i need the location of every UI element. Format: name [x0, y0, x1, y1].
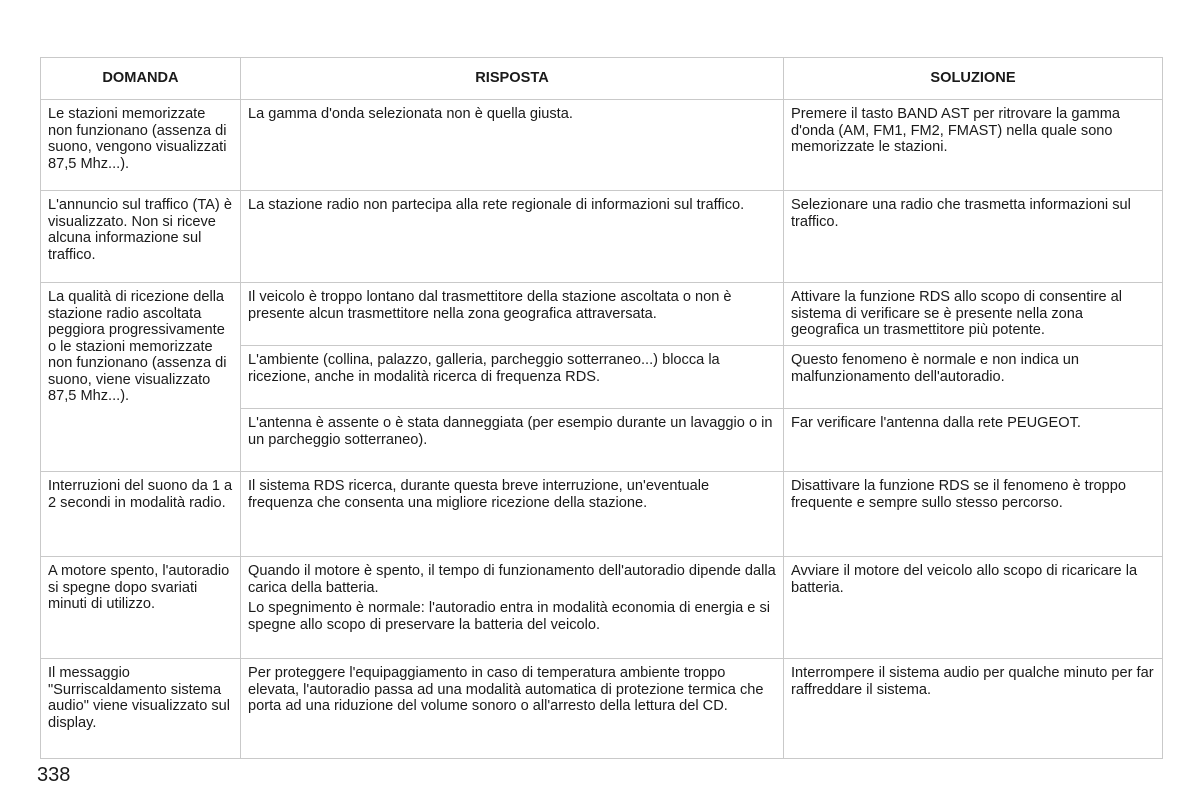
- risposta-cell: La gamma d'onda selezionata non è quella giusta.: [241, 100, 784, 191]
- domanda-cell: La qualità di ricezione della stazione radio ascoltata peggiora progressivamente o le stazioni memorizzate non funzionano (assenza di suono, viene visualizzato 87,5 Mhz...).: [41, 283, 241, 472]
- table-row: [41, 100, 1163, 191]
- risposta-cell: Per proteggere l'equipaggiamento in caso di temperatura ambiente troppo elevata, l'autoradio passa ad una modalità automatica di protezione termica che porta ad una riduzione del volume sonoro o all'arresto della lettura del CD.: [241, 659, 784, 759]
- soluzione-cell: Attivare la funzione RDS allo scopo di consentire al sistema di verificare se è presente nella zona geografica un trasmettitore più potente.: [784, 283, 1163, 346]
- header-domanda: DOMANDA: [41, 58, 241, 100]
- risposta-cell: L'antenna è assente o è stata danneggiata (per esempio durante un lavaggio o in un parcheggio sotterraneo).: [241, 409, 784, 472]
- risposta-cell: Il sistema RDS ricerca, durante questa breve interruzione, un'eventuale frequenza che consenta una migliore ricezione della stazione.: [241, 472, 784, 557]
- table-row: [41, 283, 1163, 346]
- soluzione-cell: Selezionare una radio che trasmetta informazioni sul traffico.: [784, 191, 1163, 283]
- domanda-cell: Le stazioni memorizzate non funzionano (assenza di suono, vengono visualizzati 87,5 Mhz...).: [41, 100, 241, 191]
- troubleshooting-table: [40, 57, 1163, 759]
- table-row: [41, 557, 1163, 659]
- soluzione-cell: Avviare il motore del veicolo allo scopo di ricaricare la batteria.: [784, 557, 1163, 659]
- risposta-paragraph: Lo spegnimento è normale: l'autoradio entra in modalità economia di energia e si spegne allo scopo di preservare la batteria del veicolo.: [248, 600, 770, 633]
- table-row: [41, 191, 1163, 283]
- table-header: [41, 58, 1163, 100]
- domanda-cell: A motore spento, l'autoradio si spegne dopo svariati minuti di utilizzo.: [41, 557, 241, 659]
- table-row: [41, 659, 1163, 759]
- header-risposta: RISPOSTA: [241, 58, 784, 100]
- soluzione-cell: Far verificare l'antenna dalla rete PEUGEOT.: [784, 409, 1163, 472]
- page-number: 338: [37, 764, 71, 786]
- domanda-cell: L'annuncio sul traffico (TA) è visualizzato. Non si riceve alcuna informazione sul traffico.: [41, 191, 241, 283]
- risposta-paragraph: Quando il motore è spento, il tempo di funzionamento dell'autoradio dipende dalla carica della batteria.: [248, 563, 776, 596]
- risposta-cell: Il veicolo è troppo lontano dal trasmettitore della stazione ascoltata o non è presente alcun trasmettitore nella zona geografica attraversata.: [241, 283, 784, 346]
- soluzione-cell: Premere il tasto BAND AST per ritrovare la gamma d'onda (AM, FM1, FM2, FMAST) nella quale sono memorizzate le stazioni.: [784, 100, 1163, 191]
- soluzione-cell: Disattivare la funzione RDS se il fenomeno è troppo frequente e sempre sullo stesso percorso.: [784, 472, 1163, 557]
- risposta-cell: L'ambiente (collina, palazzo, galleria, parcheggio sotterraneo...) blocca la ricezione, anche in modalità ricerca di frequenza RDS.: [241, 346, 784, 409]
- risposta-cell: [241, 557, 784, 659]
- soluzione-cell: Questo fenomeno è normale e non indica un malfunzionamento dell'autoradio.: [784, 346, 1163, 409]
- header-soluzione: SOLUZIONE: [784, 58, 1163, 100]
- domanda-cell: Interruzioni del suono da 1 a 2 secondi in modalità radio.: [41, 472, 241, 557]
- risposta-cell: La stazione radio non partecipa alla rete regionale di informazioni sul traffico.: [241, 191, 784, 283]
- soluzione-cell: Interrompere il sistema audio per qualche minuto per far raffreddare il sistema.: [784, 659, 1163, 759]
- domanda-cell: Il messaggio "Surriscaldamento sistema audio" viene visualizzato sul display.: [41, 659, 241, 759]
- table-row: [41, 472, 1163, 557]
